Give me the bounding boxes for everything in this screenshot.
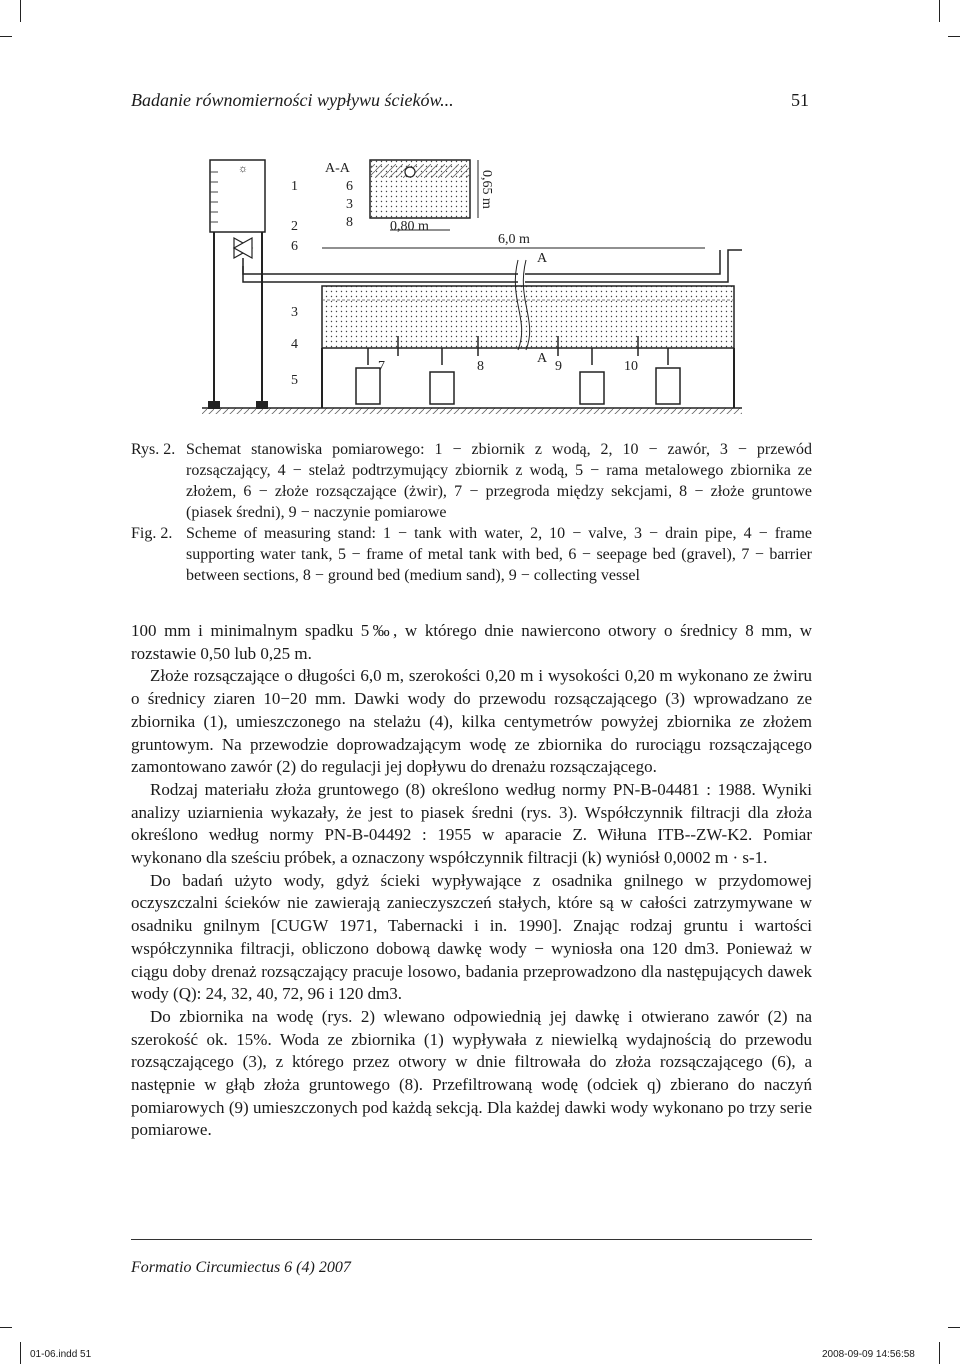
- paragraph: Do zbiornika na wodę (rys. 2) wlewano odpowiednią jej dawkę i otwierano zawór (2) na szerokość ok. 15%. Woda ze zbiornika (1) wypływała z niewielką wydajnością do przewodu rozsączającego (3), z którego przez otwory w dnie filtrowała do złoża rozsączającego (6), a następnie w głąb złoża gruntowego (8). Przefiltrowaną wodę (odciek q) zbierano do naczyń pomiarowych (9) umieszczonych pod każdą sekcją. Dla każdej dawki wody wykonano po trzy serie pomiarowe.: [131, 1006, 812, 1140]
- crop-mark: [939, 1342, 940, 1364]
- caption-text-pl: Schemat stanowiska pomiarowego: 1 − zbiornik z wodą, 2, 10 − zawór, 3 − przewód rozsączający, 4 − stelaż podtrzymujący zbiornik z wodą, 5 − rama metalowego zbiornika ze złożem, 6 − złoże rozsączające (żwir), 7 − przegroda między sekcjami, 8 − złoże gruntowe (piasek średni), 9 − naczynie pomiarowe: [186, 441, 812, 521]
- ground-line: [202, 408, 742, 414]
- label-9: 9: [555, 359, 562, 374]
- label-6-left: 6: [291, 239, 298, 254]
- label-8: 8: [477, 359, 484, 374]
- slug-filename: 01-06.indd 51: [30, 1349, 92, 1360]
- label-4: 4: [291, 337, 298, 352]
- crop-mark: [0, 1327, 12, 1328]
- tank-support-frame-4: [209, 232, 267, 408]
- valve-2: [234, 238, 252, 258]
- crop-mark: [0, 36, 12, 37]
- caption-label-en: Fig. 2.: [131, 525, 173, 542]
- crop-mark: [20, 0, 21, 22]
- paragraph: Rodzaj materiału złoża gruntowego (8) określono według normy PN-B-04481 : 1988. Wyniki analizy uziarnienia wykazały, że jest to piasek średni (rys. 3). Współczynnik filtracji dla złoża określono według normy PN-B-04492 : 1955 w aparacie Z. Wiłuna ITB--ZW-K2. Pomiar wykonano dla sześciu próbek, a oznaczony współczynnik filtracji (k) wyniósł 0,0002 m · s-1.: [131, 779, 812, 868]
- water-tank-1: [210, 160, 265, 232]
- journal-footer: Formatio Circumiectus 6 (4) 2007: [131, 1259, 351, 1276]
- crop-mark: [948, 1327, 960, 1328]
- slug-timestamp: 2008-09-09 14:56:58: [822, 1349, 915, 1360]
- label-width-dimension: 0,80 m: [390, 219, 429, 234]
- label-7: 7: [378, 359, 385, 374]
- caption-text-en: Scheme of measuring stand: 1 − tank with water, 2, 10 − valve, 3 − drain pipe, 4 − frame supporting water tank, 5 − frame of metal tank with bed, 6 − seepage bed (gravel), 7 − barrier between sections, 8 − ground bed (medium sand), 9 − collecting vessel: [186, 525, 812, 584]
- label-section-a-a: A-A: [325, 161, 350, 176]
- drain-pipe-3: [243, 250, 742, 282]
- label-cut-bottom: A: [537, 351, 548, 366]
- label-5: 5: [291, 373, 298, 388]
- label-cut-top: A: [537, 251, 548, 266]
- page-number: 51: [791, 90, 809, 110]
- label-10: 10: [624, 359, 638, 374]
- label-length-dimension: 6,0 m: [498, 232, 530, 247]
- label-height-dimension: 0,65 m: [479, 170, 494, 209]
- running-title: Badanie równomierności wypływu ścieków...: [131, 90, 454, 110]
- collecting-vessels-9: [356, 348, 680, 404]
- body-text: [131, 620, 812, 1142]
- paragraph: 100 mm i minimalnym spadku 5‰, w którego dnie nawiercono otwory o średnicy 8 mm, w rozstawie 0,50 lub 0,25 m.: [131, 621, 812, 663]
- paragraph: Złoże rozsączające o długości 6,0 m, szerokości 0,20 m i wysokości 0,20 m wykonano ze żwiru o średnicy ziaren 10−20 mm. Dawki wody do przewodu rozsączającego (3) wprowadzano ze zbiornika (1), umieszczonego na stelażu (4), kilka centymetrów powyżej zbiornika ze złożem gruntowym. Na przewodzie doprowadzającym wodę ze zbiornika do rurociągu rozsączającego zamontowano zawór (2) do regulacji jej dopływu do drenażu rozsączającego.: [131, 666, 812, 777]
- caption-label-pl: Rys. 2.: [131, 441, 176, 458]
- label-6-section: 6: [346, 179, 353, 194]
- crop-mark: [20, 1342, 21, 1364]
- label-8-section: 8: [346, 215, 353, 230]
- crop-mark: [939, 0, 940, 22]
- label-1: 1: [291, 179, 298, 194]
- label-3-left: 3: [291, 305, 298, 320]
- svg-text:☼: ☼: [238, 163, 249, 175]
- footer-rule: [131, 1239, 812, 1240]
- crop-mark: [948, 36, 960, 37]
- measuring-stand-diagram: [200, 150, 745, 418]
- paragraph: Do badań użyto wody, gdyż ścieki wypływające z osadnika gnilnego w przydomowej oczyszczalni ścieków nie zawierają zanieczyszczeń stałych, które są w całości zatrzymywane w osadniku gnilnym [CUGW 1971, Tabernacki i in. 1990]. Znając rodzaj gruntu i wartości współczynnika filtracji, obliczono dobową dawkę wody − wyniosła ona 120 dm3. Ponieważ w ciągu doby drenaż rozsączający pracuje losowo, badania przeprowadzono dla następujących dawek wody (Q): 24, 32, 40, 72, 96 i 120 dm3.: [131, 870, 812, 1004]
- label-3-section: 3: [346, 197, 353, 212]
- label-2: 2: [291, 219, 298, 234]
